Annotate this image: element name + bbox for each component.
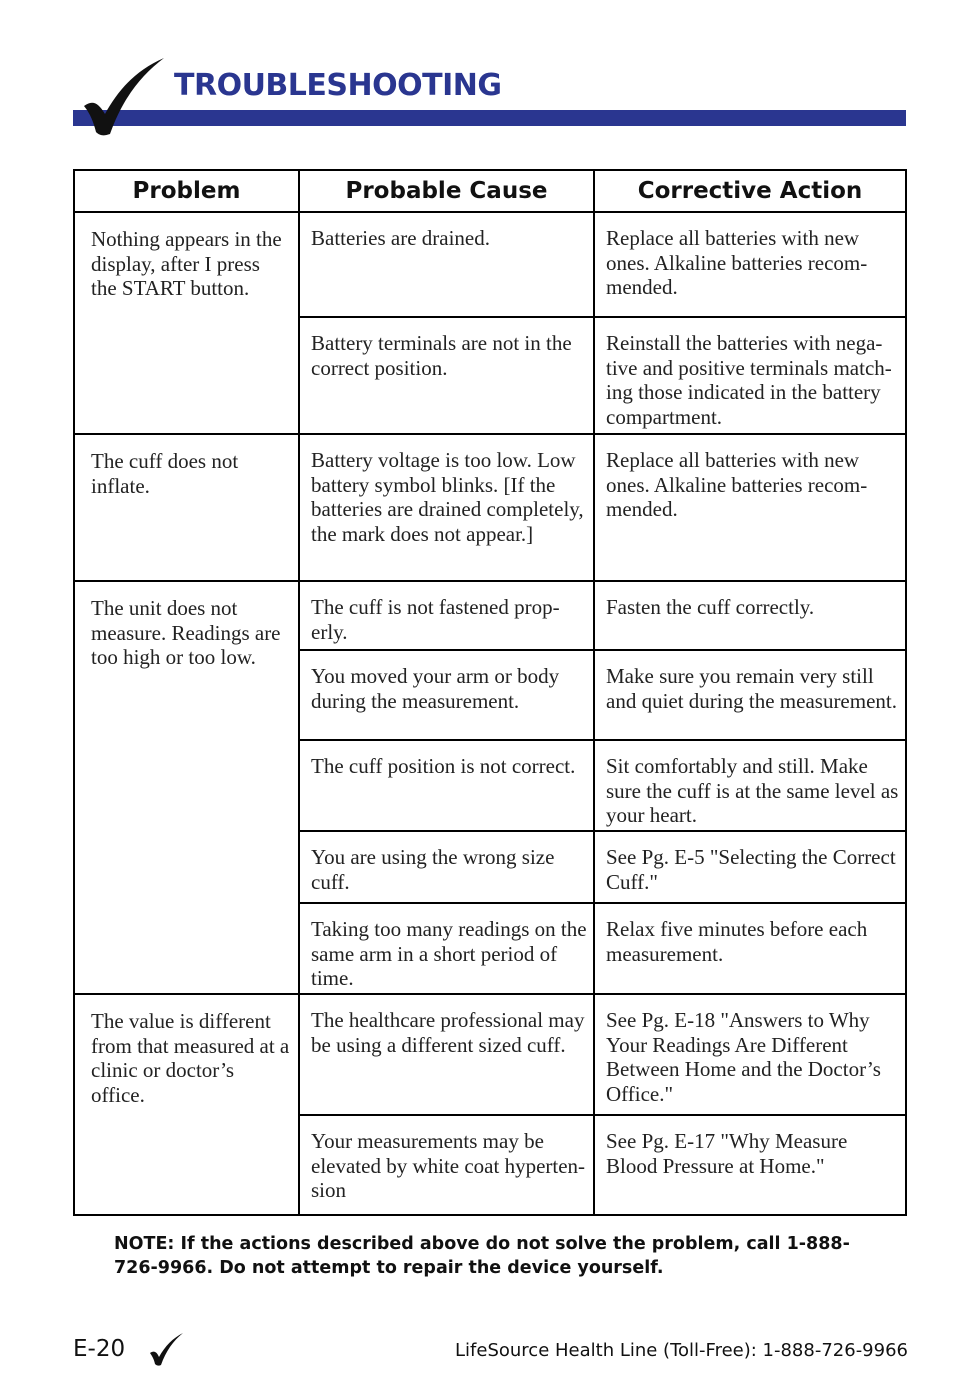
- page-number: E-20: [73, 1336, 126, 1362]
- header-bar: [73, 110, 906, 126]
- problem-cell: The cuff does not inflate.: [74, 434, 299, 581]
- cause-cell: You are using the wrong size cuff.: [299, 831, 594, 903]
- column-header-cause: Probable Cause: [299, 170, 594, 212]
- page-title: TROUBLESHOOTING: [174, 68, 502, 103]
- cause-cell: Batteries are drained.: [299, 212, 594, 317]
- column-header-action: Corrective Action: [594, 170, 906, 212]
- checkmark-icon: [78, 54, 168, 138]
- note-text: NOTE: If the actions described above do not solve the problem, call 1-888-726-9966. Do not attempt to repair the device yourself.: [114, 1234, 850, 1278]
- table-row: [74, 581, 906, 650]
- problem-cell: The value is different from that measured at a clinic or doctor’s office.: [74, 994, 299, 1215]
- table-header-row: [74, 170, 906, 212]
- action-cell: See Pg. E-18 "Answers to Why Your Readings Are Different Between Home and the Doctor’s Office.": [594, 994, 906, 1115]
- action-cell: Make sure you remain very still and quiet during the measurement.: [594, 650, 906, 740]
- action-cell: Sit comfortably and still. Make sure the cuff is at the same level as your heart.: [594, 740, 906, 831]
- cause-cell: Taking too many readings on the same arm in a short period of time.: [299, 903, 594, 994]
- table-row: [74, 434, 906, 581]
- action-cell: Relax five minutes before each measurement.: [594, 903, 906, 994]
- page-header: [0, 0, 954, 150]
- cause-cell: Battery voltage is too low. Low battery symbol blinks. [If the batteries are drained completely, the mark does not appear.]: [299, 434, 594, 581]
- checkmark-icon: [148, 1332, 184, 1366]
- cause-cell: The healthcare professional may be using a different sized cuff.: [299, 994, 594, 1115]
- action-cell: Fasten the cuff correctly.: [594, 581, 906, 650]
- cause-cell: You moved your arm or body during the measurement.: [299, 650, 594, 740]
- action-cell: Replace all batteries with new ones. Alkaline batteries recom-mended.: [594, 434, 906, 581]
- cause-cell: Battery terminals are not in the correct position.: [299, 317, 594, 434]
- table-row: [74, 994, 906, 1115]
- cause-cell: Your measurements may be elevated by white coat hyperten-sion: [299, 1115, 594, 1215]
- problem-cell: The unit does not measure. Readings are too high or too low.: [74, 581, 299, 994]
- table-row: [74, 212, 906, 317]
- action-cell: Replace all batteries with new ones. Alkaline batteries recom-mended.: [594, 212, 906, 317]
- cause-cell: The cuff is not fastened prop-erly.: [299, 581, 594, 650]
- hotline-text: LifeSource Health Line (Toll-Free): 1-888-726-9966: [455, 1340, 908, 1361]
- cause-cell: The cuff position is not correct.: [299, 740, 594, 831]
- action-cell: See Pg. E-17 "Why Measure Blood Pressure at Home.": [594, 1115, 906, 1215]
- troubleshooting-table: [73, 169, 907, 1216]
- problem-cell: Nothing appears in the display, after I press the START button.: [74, 212, 299, 434]
- column-header-problem: Problem: [74, 170, 299, 212]
- action-cell: Reinstall the batteries with nega-tive and positive terminals match-ing those indicated in the battery compartment.: [594, 317, 906, 434]
- action-cell: See Pg. E-5 "Selecting the Correct Cuff.": [594, 831, 906, 903]
